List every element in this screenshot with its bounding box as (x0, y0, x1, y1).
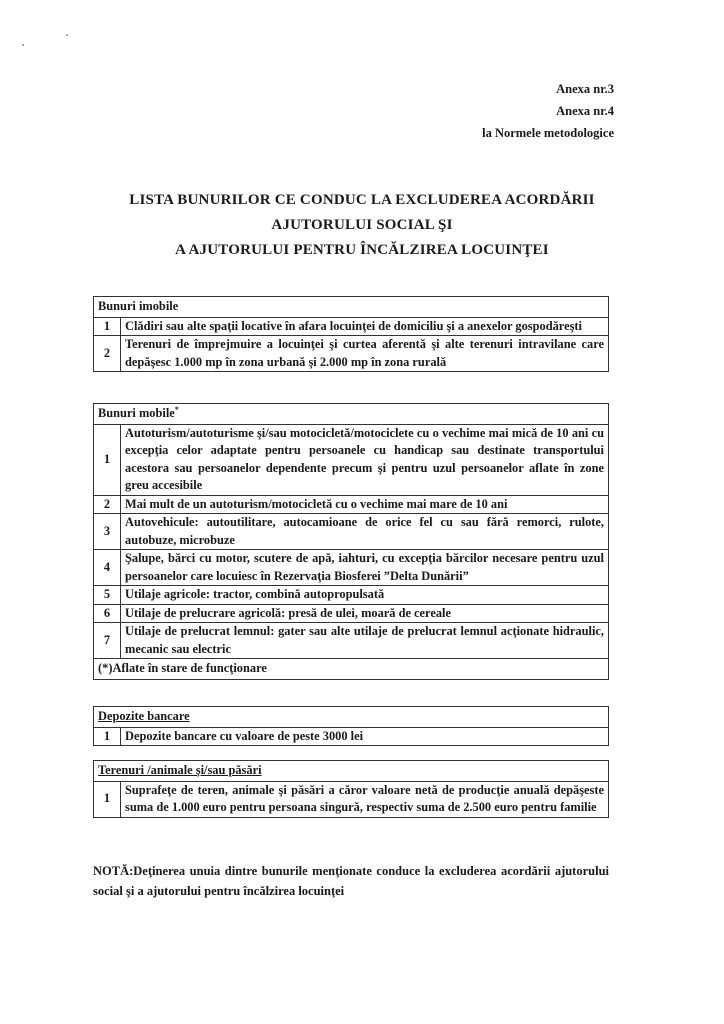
immovable-goods-table (93, 296, 609, 372)
bank-deposits-table (93, 706, 609, 746)
land-animals-heading: Terenuri /animale şi/sau păsări (98, 763, 262, 777)
table-row (94, 317, 609, 336)
row-text: Şalupe, bărci cu motor, scutere de apă, iahturi, cu excepţia bărcilor necesare pentru uzul persoanelor care locuiesc în Rezervaţia Biosferei ”Delta Dunării” (121, 550, 609, 586)
movable-goods-heading-cell (94, 404, 609, 425)
footnote-mark: * (174, 404, 179, 414)
row-number: 7 (94, 623, 121, 659)
row-number: 5 (94, 586, 121, 605)
row-text: Depozite bancare cu valoare de peste 3000 lei (121, 727, 609, 746)
row-text: Mai mult de un autoturism/motocicletă cu o vechime mai mare de 10 ani (121, 495, 609, 514)
table-row (94, 623, 609, 659)
table-row (94, 514, 609, 550)
movable-goods-heading: Bunuri mobile (98, 406, 175, 420)
table-row (94, 336, 609, 372)
movable-goods-table (93, 403, 609, 680)
table-row (94, 604, 609, 623)
annex-line-3: la Normele metodologice (482, 126, 614, 140)
row-number: 4 (94, 550, 121, 586)
row-number: 1 (94, 317, 121, 336)
row-text: Terenuri de împrejmuire a locuinţei şi curtea aferentă şi alte terenuri intravilane care depăşesc 1.000 mp în zona urbană şi 2.000 mp în zona rurală (121, 336, 609, 372)
immovable-goods-heading: Bunuri imobile (94, 297, 609, 318)
row-text: Autovehicule: autoutilitare, autocamioane de orice fel cu sau fără remorci, rulote, autobuze, microbuze (121, 514, 609, 550)
annex-header (482, 78, 614, 144)
bank-deposits-heading: Depozite bancare (98, 709, 190, 723)
title-line-2: AJUTORULUI SOCIAL ŞI (271, 217, 453, 233)
row-text: Utilaje agricole: tractor, combină autopropulsată (121, 586, 609, 605)
table-row (94, 550, 609, 586)
row-number: 2 (94, 336, 121, 372)
table-row (94, 781, 609, 817)
row-number: 1 (94, 424, 121, 495)
row-number: 2 (94, 495, 121, 514)
row-number: 3 (94, 514, 121, 550)
scan-speck (66, 34, 68, 36)
row-text: Autoturism/autoturisme şi/sau motocicletă/motociclete cu o vechime mai mică de 10 ani cu excepţia celor adaptate pentru persoanele cu handicap sau destinate transportului acestora sau persoanelor dependente precum şi pentru uzul persoanelor aflate în zone greu accesibile (121, 424, 609, 495)
note-paragraph: NOTĂ:Deţinerea unuia dintre bunurile menţionate conduce la excluderea acordării ajutorului social şi a ajutorului pentru încălzirea locuinţei (93, 864, 609, 898)
title-line-1: LISTA BUNURILOR CE CONDUC LA EXCLUDEREA ACORDĂRII (129, 192, 595, 208)
table-row (94, 586, 609, 605)
land-animals-heading-cell (94, 761, 609, 782)
document-title (0, 188, 724, 263)
row-number: 1 (94, 727, 121, 746)
table-row (94, 727, 609, 746)
row-text: Utilaje de prelucrare agricolă: presă de ulei, moară de cereale (121, 604, 609, 623)
footnote-text: (*)Aflate în stare de funcţionare (94, 659, 609, 680)
title-line-3: A AJUTORULUI PENTRU ÎNCĂLZIREA LOCUINŢEI (175, 242, 549, 258)
row-text: Clădiri sau alte spaţii locative în afara locuinţei de domiciliu şi a anexelor gospodăreşti (121, 317, 609, 336)
annex-line-1: Anexa nr.3 (556, 82, 614, 96)
annex-line-2: Anexa nr.4 (556, 104, 614, 118)
land-animals-table (93, 760, 609, 818)
table-row (94, 495, 609, 514)
bank-deposits-heading-cell (94, 707, 609, 728)
row-text: Utilaje de prelucrat lemnul: gater sau alte utilaje de prelucrat lemnul acţionate hidraulic, mecanic sau electric (121, 623, 609, 659)
row-text: Suprafeţe de teren, animale şi păsări a căror valoare netă de producţie anuală depăşeste suma de 1.000 euro pentru persoana singură, respectiv suma de 2.500 euro pentru familie (121, 781, 609, 817)
row-number: 1 (94, 781, 121, 817)
table-row (94, 424, 609, 495)
scan-speck (22, 44, 24, 46)
row-number: 6 (94, 604, 121, 623)
